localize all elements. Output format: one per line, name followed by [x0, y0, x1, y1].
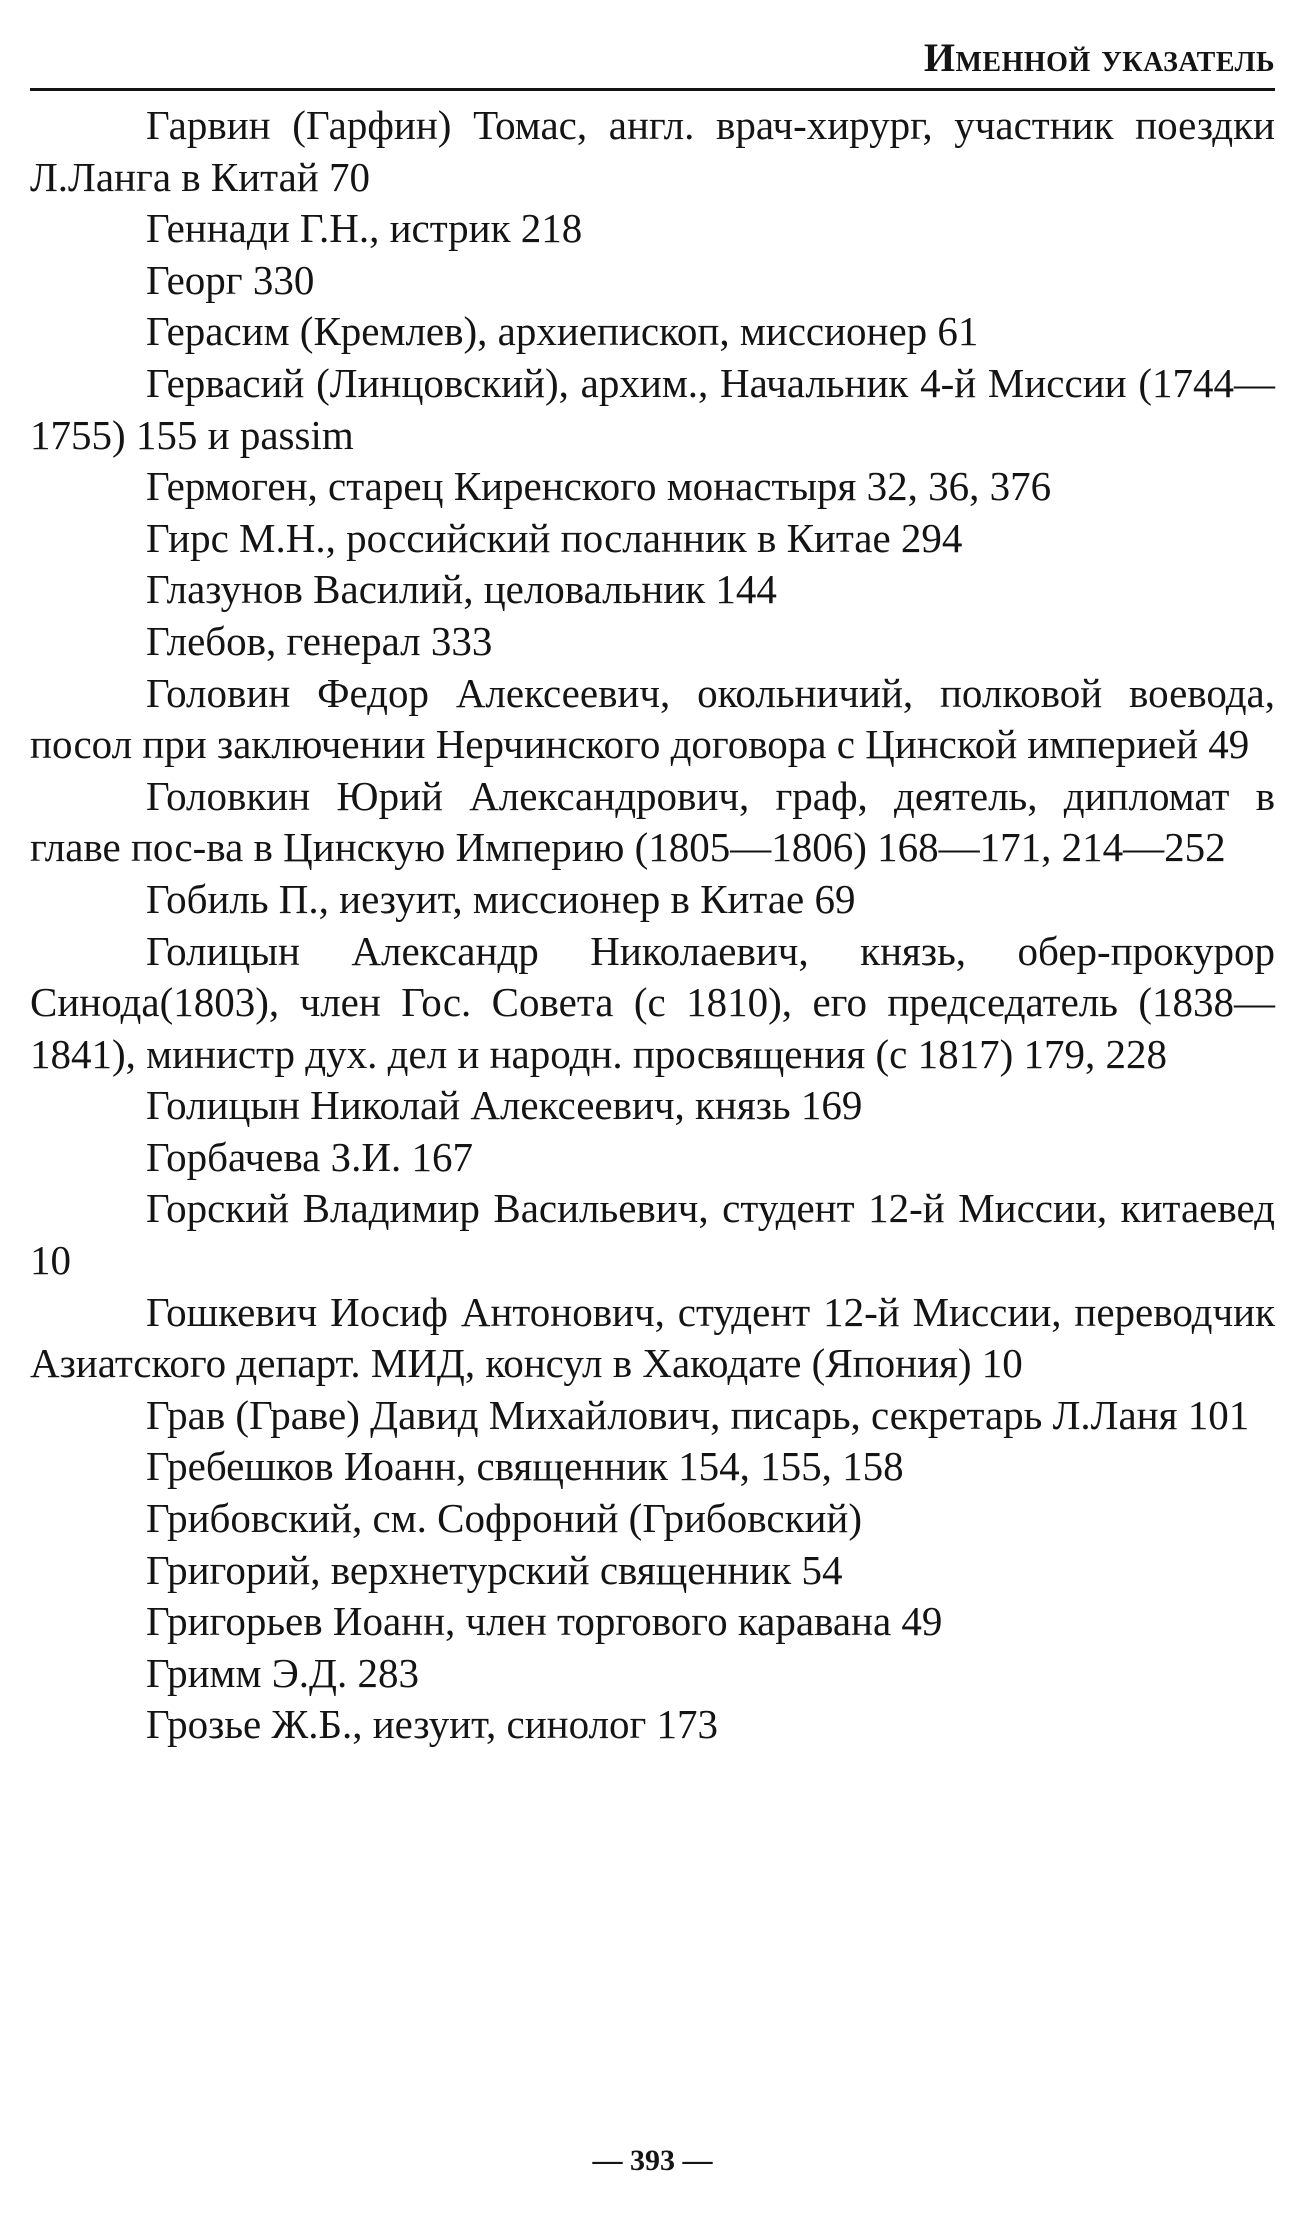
- index-entry: Гобиль П., иезуит, миссионер в Китае 69: [146, 875, 856, 922]
- index-entry: Гребешков Иоанн, священник 154, 155, 158: [146, 1443, 904, 1490]
- index-entry: Гарвин (Гарфин) Томас, англ. врач-хирург, участник поездки Л.Ланга в Китай 70: [30, 102, 1275, 200]
- index-entry: Головкин Юрий Александрович, граф, деятель, дипломат в главе пос-ва в Цинскую Империю (1805—1806) 168—171, 214—252: [30, 772, 1275, 871]
- index-entry: Голицын Николай Алексеевич, князь 169: [146, 1082, 863, 1129]
- index-entry: Герасим (Кремлев), архиепископ, миссионер 61: [146, 308, 979, 355]
- header-rule: [30, 88, 1275, 91]
- index-entry: Головин Федор Алексеевич, окольничий, полковой воевода, посол при заключении Нерчинского договора с Цинской империей 49: [30, 669, 1275, 768]
- running-head-title: Именной указатель: [923, 35, 1275, 80]
- index-entry: Григорьев Иоанн, член торгового каравана 49: [146, 1598, 943, 1645]
- index-entry: Гримм Э.Д. 283: [146, 1649, 419, 1696]
- index-entry: Горбачева З.И. 167: [146, 1133, 473, 1180]
- index-entry: Гирс М.Н., российский посланник в Китае 294: [146, 514, 963, 561]
- index-entry: Голицын Александр Николаевич, князь, обер-прокурор Синода(1803), член Гос. Совета (с 1810), его председатель (1838—1841), министр дух. дел и народн. просвящения (с 1817) 179, 228: [30, 927, 1275, 1077]
- index-entry-list: [30, 100, 1275, 1751]
- index-entry: Гермоген, старец Киренского монастыря 32, 36, 376: [146, 463, 1052, 510]
- index-page: [30, 0, 1275, 2223]
- index-entry: Грав (Граве) Давид Михайлович, писарь, секретарь Л.Ланя 101: [146, 1391, 1250, 1438]
- index-entry: Гошкевич Иосиф Антонович, студент 12-й Миссии, переводчик Азиатского департ. МИД, консул в Хакодате (Япония) 10: [30, 1288, 1275, 1387]
- index-entry: Грозье Ж.Б., иезуит, синолог 173: [146, 1701, 719, 1748]
- index-entry: Глазунов Василий, целовальник 144: [146, 566, 777, 613]
- index-entry: Горский Владимир Васильевич, студент 12-й Миссии, китаевед 10: [30, 1185, 1275, 1284]
- index-entry: Григорий, верхнетурский священник 54: [146, 1546, 843, 1593]
- index-entry: Глебов, генерал 333: [146, 617, 493, 664]
- running-head: [923, 35, 1275, 80]
- index-entry: Геннади Г.Н., истрик 218: [146, 205, 583, 252]
- page-number: — 393 —: [592, 2144, 713, 2177]
- index-entry: Грибовский, см. Софроний (Грибовский): [146, 1495, 863, 1542]
- index-entry: Гервасий (Линцовский), архим., Начальник 4-й Миссии (1744—1755) 155 и passim: [30, 359, 1275, 458]
- index-entry: Георг 330: [146, 256, 315, 303]
